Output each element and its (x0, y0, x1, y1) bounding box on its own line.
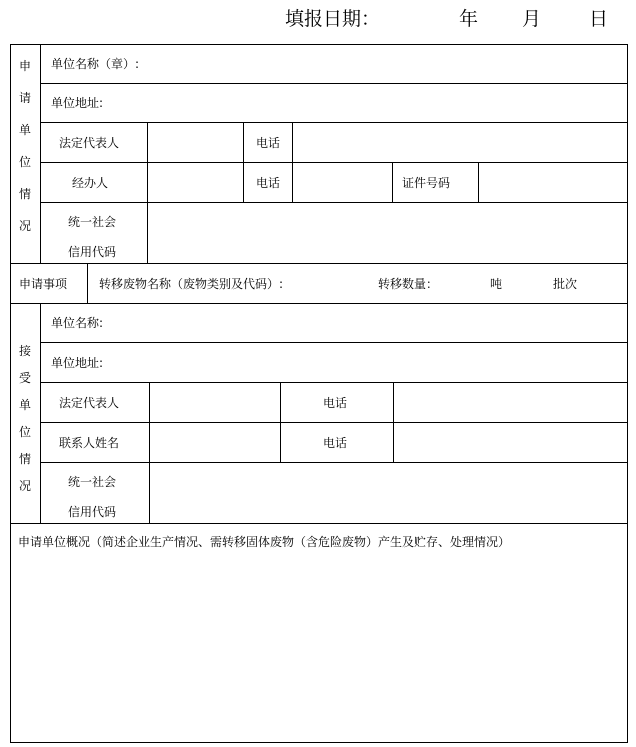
matter-label: 申请事项 (19, 277, 68, 291)
receiver-title-char: 接 (18, 344, 31, 358)
receiver-credit-code-label-1: 统一社会 (68, 475, 117, 489)
waste-name-field[interactable] (310, 265, 375, 302)
day-label: 日 (589, 8, 609, 30)
receiver-unit-name-label: 单位名称: (51, 316, 104, 330)
unit-batch-label: 批次 (553, 277, 578, 291)
receiver-legal-rep-field[interactable] (151, 384, 279, 421)
unit-ton-label: 吨 (490, 277, 503, 291)
applicant-unit-address-label: 单位地址: (51, 96, 104, 110)
receiver-title-char: 情 (18, 452, 31, 466)
receiver-credit-code-field[interactable] (151, 464, 626, 522)
applicant-title-char: 请 (18, 91, 31, 105)
receiver-phone1-label: 电话 (323, 396, 348, 410)
receiver-legal-rep-label: 法定代表人 (59, 396, 120, 410)
receiver-phone2-field[interactable] (395, 424, 626, 461)
receiver-phone2-label: 电话 (323, 436, 348, 450)
receiver-title-char: 况 (18, 479, 31, 493)
applicant-phone1-field[interactable] (294, 124, 626, 161)
applicant-unit-name-field[interactable] (160, 46, 625, 82)
transfer-batch-field[interactable] (505, 265, 551, 302)
applicant-handler-label: 经办人 (72, 176, 109, 190)
applicant-phone1-label: 电话 (256, 136, 281, 150)
overview-label: 申请单位概况（简述企业生产情况、需转移固体废物（含危险废物）产生及贮存、处理情况） (18, 535, 511, 549)
applicant-unit-name-label: 单位名称（章）: (51, 57, 140, 71)
applicant-credit-code-label-1: 统一社会 (68, 215, 117, 229)
applicant-handler-field[interactable] (149, 164, 242, 201)
receiver-title-char: 受 (18, 371, 31, 385)
receiver-phone1-field[interactable] (395, 384, 626, 421)
transfer-quantity-field[interactable] (440, 265, 488, 302)
receiver-contact-name-label: 联系人姓名 (59, 436, 120, 450)
applicant-id-number-label: 证件号码 (402, 176, 451, 190)
receiver-contact-name-field[interactable] (151, 424, 279, 461)
overview-textarea[interactable] (12, 555, 626, 741)
applicant-legal-rep-field[interactable] (149, 124, 242, 161)
applicant-credit-code-label-2: 信用代码 (68, 245, 117, 259)
date-label: 填报日期： (285, 8, 381, 30)
applicant-phone2-label: 电话 (256, 176, 281, 190)
applicant-credit-code-field[interactable] (149, 204, 626, 262)
applicant-title-char: 单 (18, 123, 31, 137)
waste-name-label: 转移废物名称（废物类别及代码）: (99, 277, 284, 291)
applicant-id-number-field[interactable] (480, 164, 626, 201)
receiver-unit-address-label: 单位地址: (51, 356, 104, 370)
month-label: 月 (522, 8, 542, 30)
receiver-unit-name-field[interactable] (130, 305, 625, 341)
receiver-title-char: 单 (18, 398, 31, 412)
applicant-title-char: 情 (18, 187, 31, 201)
receiver-credit-code-label-2: 信用代码 (68, 505, 117, 519)
applicant-title-char: 况 (18, 219, 31, 233)
receiver-title-char: 位 (18, 425, 31, 439)
transfer-quantity-label: 转移数量： (378, 277, 439, 291)
receiver-unit-address-field[interactable] (130, 344, 625, 381)
year-label: 年 (459, 8, 479, 30)
applicant-legal-rep-label: 法定代表人 (59, 136, 120, 150)
applicant-phone2-field[interactable] (294, 164, 391, 201)
applicant-title-char: 位 (18, 155, 31, 169)
applicant-title-char: 申 (18, 59, 31, 73)
applicant-unit-address-field[interactable] (130, 85, 625, 121)
